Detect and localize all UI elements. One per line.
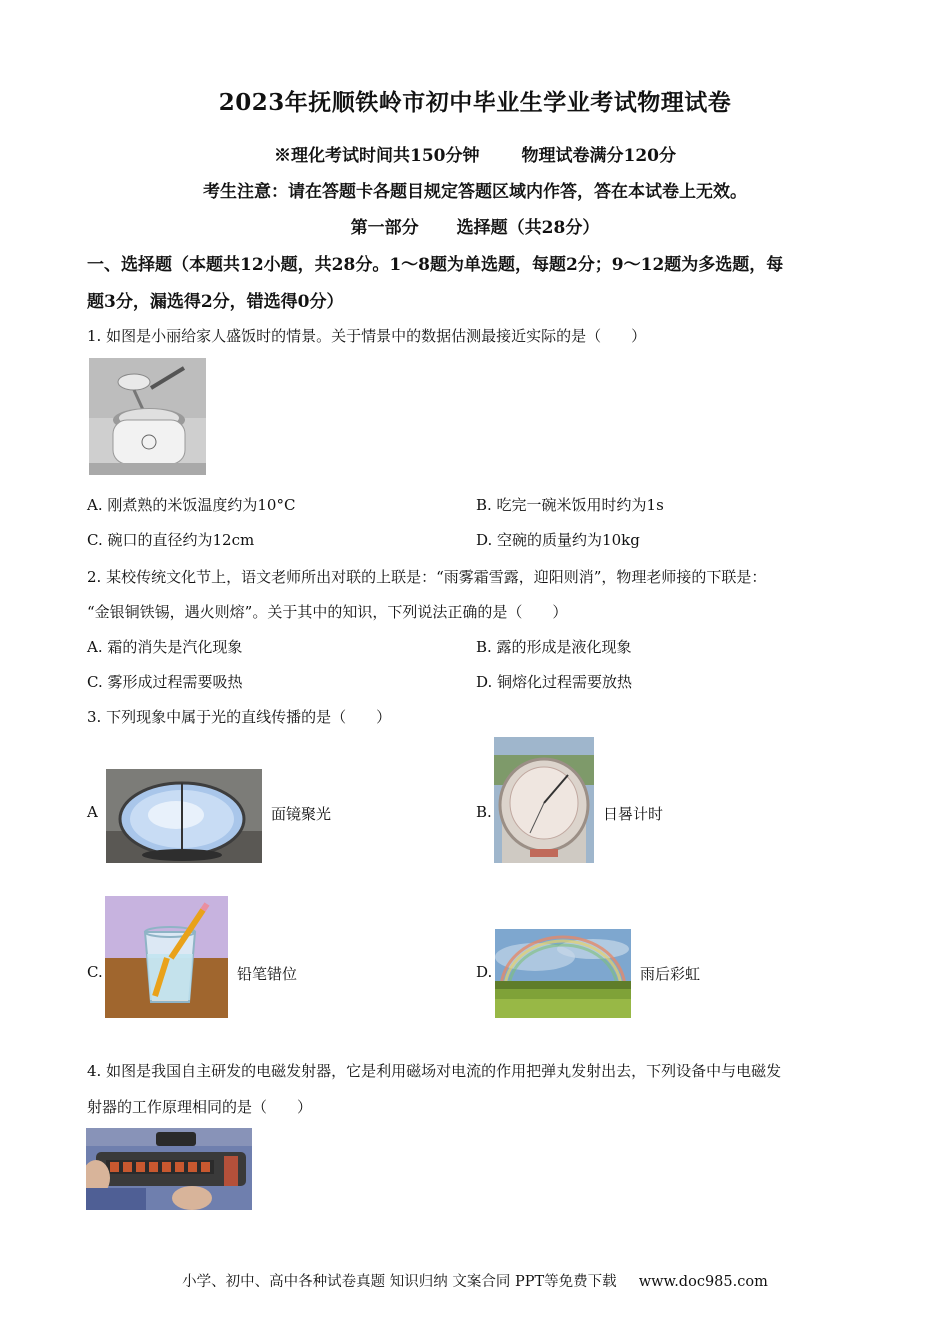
q2-option-b: B. 露的形成是液化现象: [476, 638, 632, 656]
q2-option-a: A. 霜的消失是汽化现象: [87, 638, 243, 656]
q4-stem-line1: 4. 如图是我国自主研发的电磁发射器，它是利用磁场对电流的作用把弹丸发射出去，下列设备中与电磁发: [87, 1062, 782, 1080]
pencil-in-glass-illustration: [105, 896, 228, 1018]
score-note: 物理试卷满分120分: [521, 146, 676, 166]
q1-option-c: C. 碗口的直径约为12cm: [87, 531, 255, 549]
q4-stem-line2: 射器的工作原理相同的是（ ）: [87, 1098, 313, 1116]
candidate-notice: 考生注意：请在答题卡各题目规定答题区域内作答，答在本试卷上无效。: [203, 182, 747, 202]
rice-cooker-photo: [89, 358, 206, 475]
footer-text: 小学、初中、高中各种试卷真题 知识归纳 文案合同 PPT等免费下载: [182, 1274, 617, 1290]
rainbow-photo: [495, 929, 631, 1018]
q3-option-b-letter: B.: [476, 803, 492, 821]
electromagnetic-launcher-photo: [86, 1128, 252, 1210]
time-note: ※理化考试时间共150分钟: [274, 146, 480, 166]
q3-option-a-letter: A: [87, 803, 98, 821]
part-title: 选择题（共28分）: [456, 218, 600, 238]
q2-stem-line1: 2. 某校传统文化节上，语文老师所出对联的上联是：“雨雾霜雪露，迎阳则消”，物理老师接的下联是：: [87, 568, 767, 586]
page-footer: [0, 1270, 950, 1291]
exam-info-line: [0, 141, 950, 166]
q3-option-d-caption: 雨后彩虹: [640, 965, 701, 983]
footer-url[interactable]: www.doc985.com: [638, 1274, 768, 1290]
section-instructions-line2: 题3分，漏选得2分，错选得0分）: [87, 292, 344, 312]
part-heading: [0, 213, 950, 238]
q1-option-b: B. 吃完一碗米饭用时约为1s: [476, 496, 664, 514]
q3-option-d-letter: D.: [476, 963, 493, 981]
q2-option-c: C. 雾形成过程需要吸热: [87, 673, 243, 691]
q3-option-b-caption: 日晷计时: [603, 805, 664, 823]
q1-option-d: D. 空碗的质量约为10kg: [476, 531, 640, 549]
q3-option-c-caption: 铅笔错位: [237, 965, 298, 983]
solar-concentrator-photo: [106, 769, 262, 863]
q2-stem-line2: “金银铜铁锡，遇火则熔”。关于其中的知识，下列说法正确的是（ ）: [87, 603, 568, 621]
q1-option-a: A. 刚煮熟的米饭温度约为10°C: [87, 496, 296, 514]
q1-stem: 1. 如图是小丽给家人盛饭时的情景。关于情景中的数据估测最接近实际的是（ ）: [87, 327, 647, 345]
q3-stem: 3. 下列现象中属于光的直线传播的是（ ）: [87, 708, 392, 726]
q3-option-c-letter: C.: [87, 963, 103, 981]
sundial-photo: [494, 737, 594, 863]
part-label: 第一部分: [350, 218, 419, 238]
section-instructions-line1: 一、选择题（本题共12小题，共28分。1～8题为单选题，每题2分；9～12题为多选题，每: [87, 255, 784, 275]
q2-option-d: D. 铜熔化过程需要放热: [476, 673, 633, 691]
exam-title: 2023年抚顺铁岭市初中毕业生学业考试物理试卷: [218, 89, 732, 116]
q3-option-a-caption: 面镜聚光: [271, 805, 332, 823]
